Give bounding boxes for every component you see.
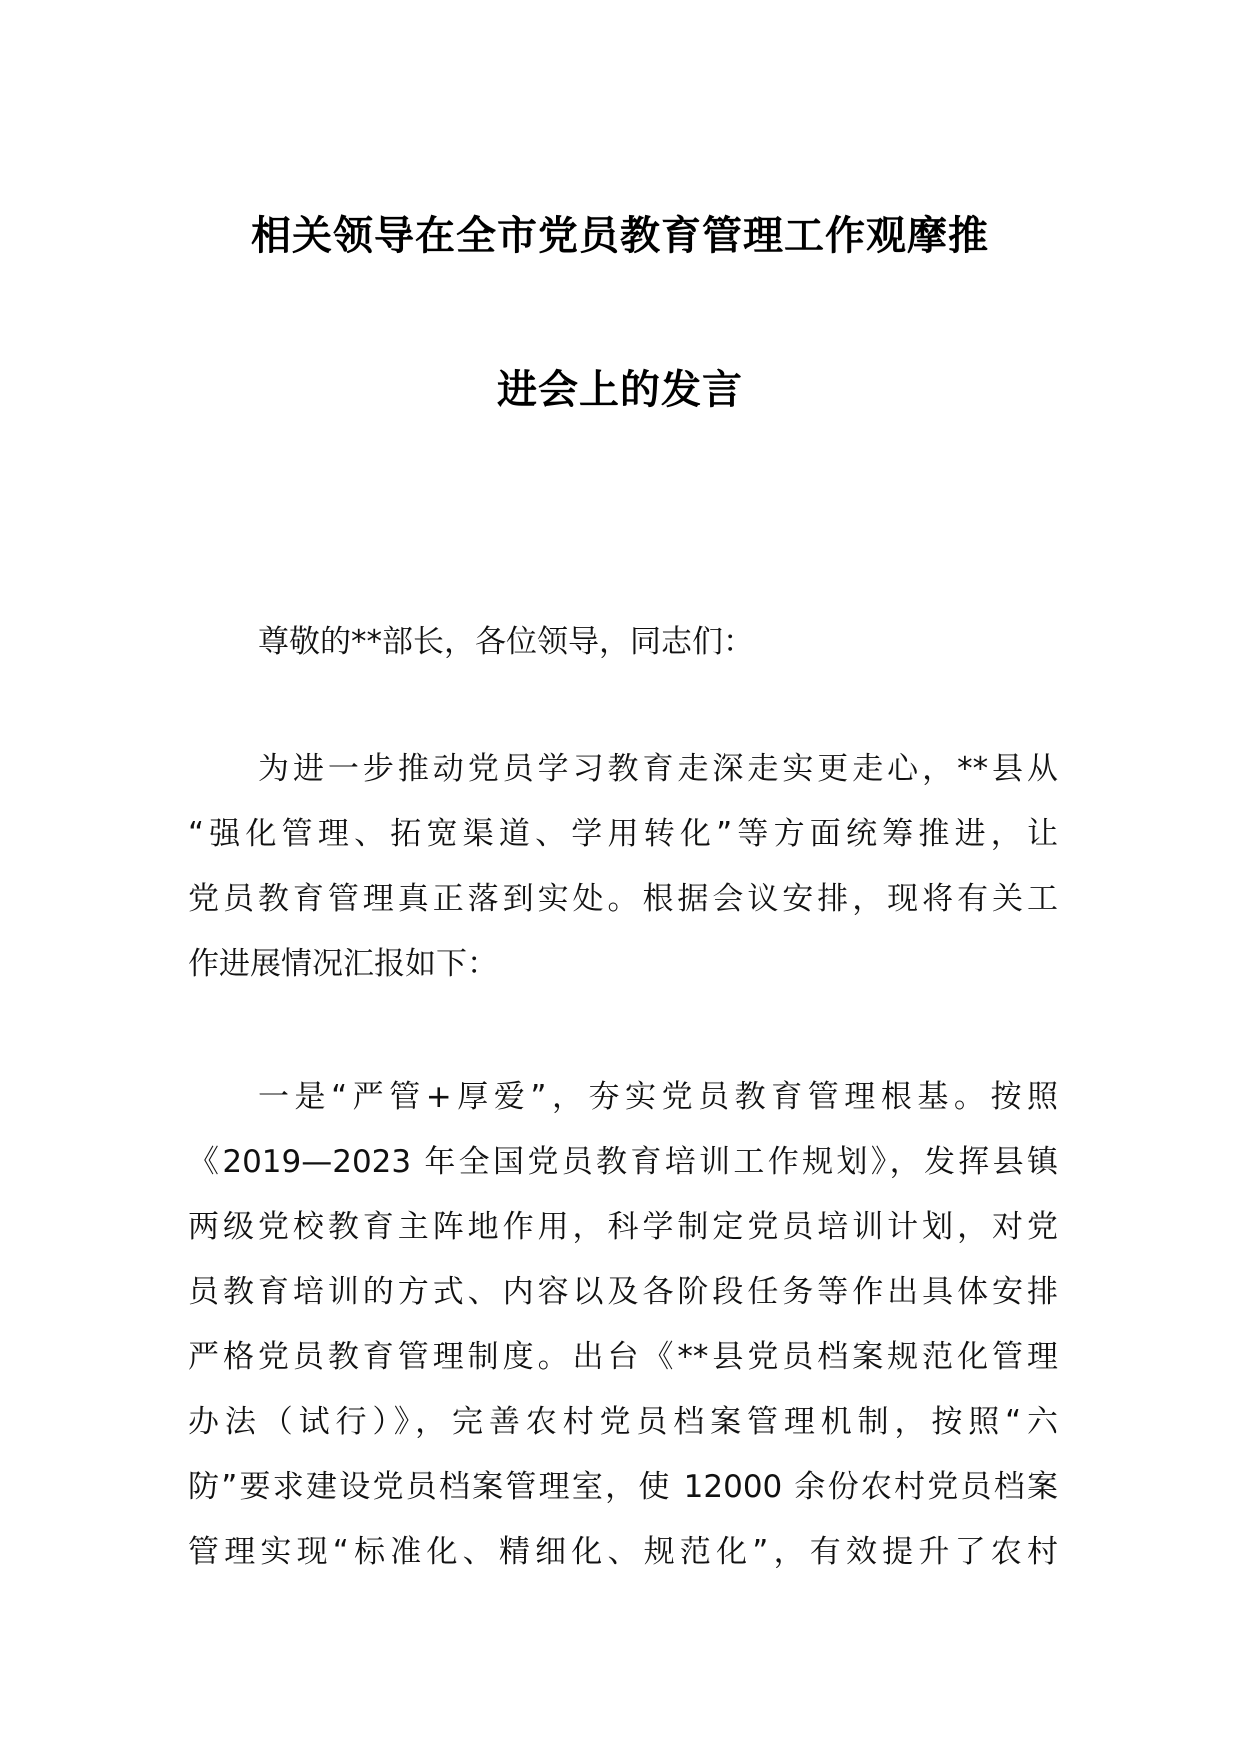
paragraph-line: 两级党校教育主阵地作用，科学制定党员培训计划，对党 bbox=[188, 1209, 1058, 1245]
paragraph-line: 一是“严管+厚爱”，夯实党员教育管理根基。按照 bbox=[258, 1079, 1058, 1115]
paragraph-line: 党员教育管理真正落到实处。根据会议安排，现将有关工 bbox=[188, 881, 1058, 917]
paragraph-line: 防”要求建设党员档案管理室，使 12000 余份农村党员档案 bbox=[188, 1469, 1058, 1505]
greeting-line: 尊敬的**部长，各位领导，同志们： bbox=[258, 624, 754, 660]
document-title-line-1: 相关领导在全市党员教育管理工作观摩推 bbox=[251, 213, 989, 259]
paragraph-line: 员教育培训的方式、内容以及各阶段任务等作出具体安排 bbox=[188, 1274, 1058, 1310]
paragraph-line: 作进展情况汇报如下： bbox=[188, 946, 498, 982]
paragraph-line: 管理实现“标准化、精细化、规范化”，有效提升了农村 bbox=[188, 1534, 1058, 1570]
section-one-paragraph bbox=[188, 1065, 1058, 1585]
intro-paragraph bbox=[188, 737, 1058, 997]
paragraph-line: 办法（试行）》，完善农村党员档案管理机制，按照“六 bbox=[188, 1404, 1058, 1440]
document-title-line-2: 进会上的发言 bbox=[497, 367, 743, 413]
paragraph-line: “强化管理、拓宽渠道、学用转化”等方面统筹推进，让 bbox=[188, 816, 1058, 852]
paragraph-line: 为进一步推动党员学习教育走深走实更走心，**县从 bbox=[258, 751, 1058, 787]
greeting-paragraph bbox=[188, 610, 1058, 675]
paragraph-line: 严格党员教育管理制度。出台《**县党员档案规范化管理 bbox=[188, 1339, 1058, 1375]
paragraph-line: 《2019—2023 年全国党员教育培训工作规划》，发挥县镇 bbox=[188, 1144, 1058, 1180]
